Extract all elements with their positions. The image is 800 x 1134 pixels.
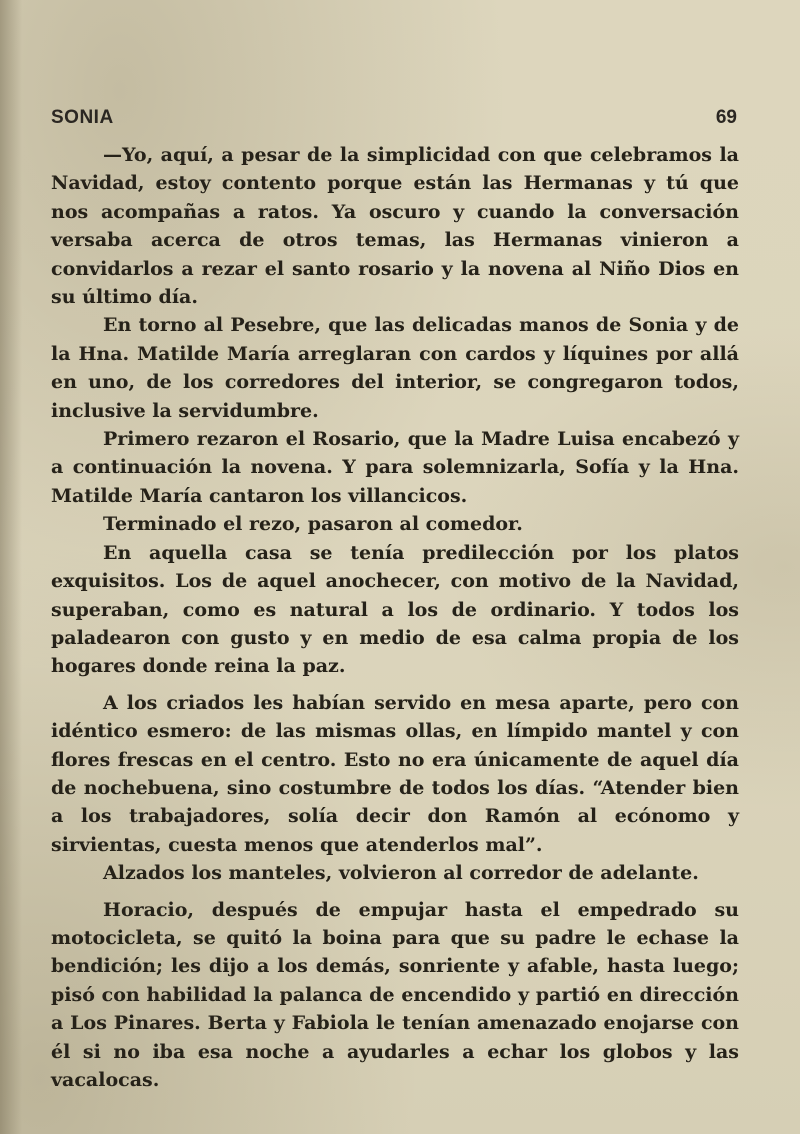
paragraph: En torno al Pesebre, que las delicadas manos de Sonia y de la Hna. Matilde María arreglaran con cardos y líquines por allá en uno, de los corredores del interior, se congregaron todos, inclusive la servidumbre.: [51, 314, 739, 422]
running-head: [51, 107, 737, 131]
body-text: [51, 141, 739, 1094]
paragraph: Primero rezaron el Rosario, que la Madre Luisa encabezó y a continuación la novena. Y para solemnizarla, Sofía y la Hna. Matilde María cantaron los villancicos.: [51, 428, 739, 507]
paragraph: Terminado el rezo, pasaron al comedor.: [103, 513, 523, 536]
paragraph: En aquella casa se tenía predilección por los platos exquisitos. Los de aquel anochecer, con motivo de la Navidad, superaban, como es natural a los de ordinario. Y todos los paladearon con gusto y en medio de esa calma propia de los hogares donde reina la paz.: [51, 541, 739, 678]
paragraph: Alzados los manteles, volvieron al corredor de adelante.: [103, 862, 699, 885]
paragraph: Horacio, después de empujar hasta el empedrado su motocicleta, se quitó la boina para que su padre le echase la bendición; les dijo a los demás, sonriente y afable, hasta luego; pisó con habilidad la palanca de encendido y partió en dirección a Los Pinares. Berta y Fabiola le tenían amenazado enojarse con él si no iba esa noche a ayudarles a echar los globos y las vacalocas.: [51, 898, 739, 1091]
paragraph: —Yo, aquí, a pesar de la simplicidad con que celebramos la Navidad, estoy contento porque están las Hermanas y tú que nos acompañas a ratos. Ya oscuro y cuando la conversación versaba acerca de otros temas, las Hermanas vinieron a convidarlos a rezar el santo rosario y la novena al Niño Dios en su último día.: [51, 144, 739, 309]
page-number: 69: [715, 107, 737, 128]
page-edge-shadow: [0, 0, 22, 1134]
paragraph: A los criados les habían servido en mesa aparte, pero con idéntico esmero: de las mismas ollas, en límpido mantel y con flores frescas en el centro. Esto no era únicamente de aquel día de nochebuena, sino costumbre de todos los días. “Atender bien a los trabajadores, solía decir don Ramón al ecónomo y sirvientas, cuesta menos que atenderlos mal”.: [51, 691, 739, 856]
running-head-title: SONIA: [51, 107, 114, 128]
